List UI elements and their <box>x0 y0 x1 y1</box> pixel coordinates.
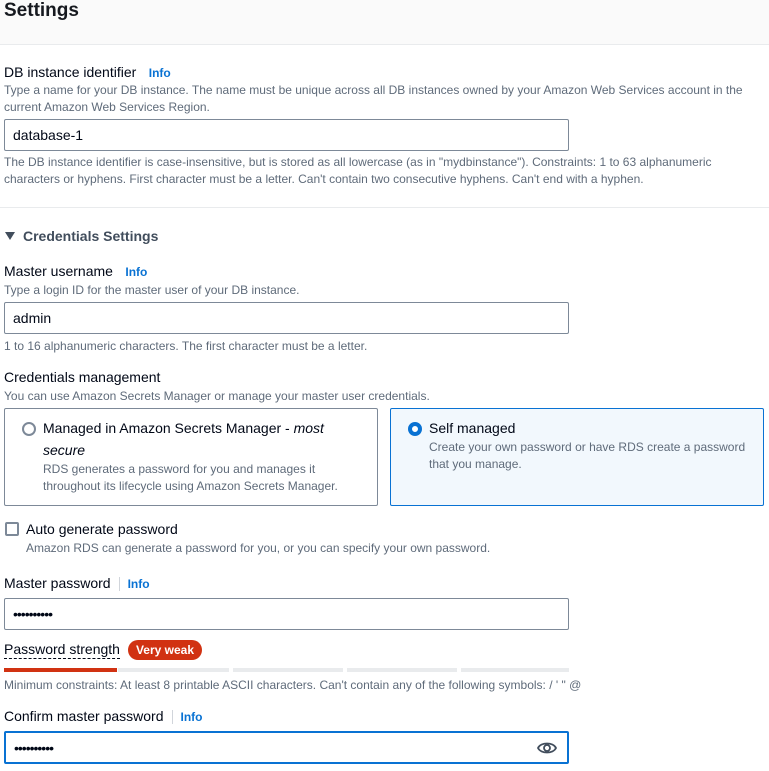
confirm-password-label: Confirm master password <box>4 708 164 724</box>
secrets-manager-title-text: Managed in Amazon Secrets Manager - <box>43 420 294 436</box>
username-label-row <box>4 263 147 281</box>
confirm-password-info-link[interactable]: Info <box>180 710 203 724</box>
password-strength-row <box>4 640 202 660</box>
label-separator <box>172 710 173 724</box>
password-info-link[interactable]: Info <box>127 577 150 591</box>
identifier-info-link[interactable]: Info <box>148 66 171 80</box>
credentials-section-toggle[interactable] <box>5 228 158 244</box>
strength-meter-segment-2 <box>118 668 229 672</box>
auto-generate-description: Amazon RDS can generate a password for you, or you can specify your own password. <box>26 541 491 555</box>
eye-icon[interactable] <box>537 739 557 760</box>
page-title: Settings <box>4 0 79 21</box>
strength-meter-segment-5 <box>461 668 569 672</box>
username-info-link[interactable]: Info <box>125 265 148 279</box>
username-label: Master username <box>4 263 113 279</box>
identifier-constraint: The DB instance identifier is case-insensitive, but is stored as all lowercase (as in "mydbinstance"). Constraints: 1 to 63 alphanumeric characters or hyphens. First character must be a letter. Can't contain two consecutive hyphens. Can't end with a hyphen. <box>4 155 712 186</box>
secrets-manager-title-emphasis: most secure <box>43 420 324 458</box>
confirm-password-label-row <box>4 708 203 726</box>
strength-meter-segment-4 <box>347 668 457 672</box>
password-constraint: Minimum constraints: At least 8 printable ASCII characters. Can't contain any of the following symbols: / ' " @ <box>4 678 582 692</box>
credentials-section-title: Credentials Settings <box>23 228 159 244</box>
self-managed-description: Create your own password or have RDS create a password that you manage. <box>429 440 746 471</box>
identifier-label: DB instance identifier <box>4 64 137 80</box>
option-self-managed[interactable] <box>390 408 764 506</box>
caret-down-icon <box>5 232 15 240</box>
auto-generate-label[interactable]: Auto generate password <box>26 521 178 537</box>
password-label-row <box>4 575 150 593</box>
identifier-input[interactable]: database-1 <box>4 119 569 151</box>
label-separator <box>119 577 120 591</box>
secrets-manager-description: RDS generates a password for you and manages it throughout its lifecycle using Amazon Secrets Manager. <box>43 462 338 493</box>
credentials-management-label: Credentials management <box>4 369 161 385</box>
eye-icon-svg <box>537 739 557 757</box>
strength-meter-fill <box>4 668 117 672</box>
username-input[interactable]: admin <box>4 302 569 334</box>
username-description: Type a login ID for the master user of your DB instance. <box>4 283 300 297</box>
password-label: Master password <box>4 575 111 591</box>
auto-generate-checkbox[interactable] <box>5 522 19 536</box>
username-constraint: 1 to 16 alphanumeric characters. The first character must be a letter. <box>4 339 368 353</box>
option-secrets-manager[interactable] <box>4 408 378 506</box>
identifier-description: Type a name for your DB instance. The name must be unique across all DB instances owned by your Amazon Web Services account in the current Amazon Web Services Region. <box>4 83 743 114</box>
credentials-management-description: You can use Amazon Secrets Manager or manage your master user credentials. <box>4 389 430 403</box>
confirm-password-input[interactable] <box>4 731 569 764</box>
settings-header <box>0 0 769 45</box>
section-divider <box>0 207 769 208</box>
password-strength-badge: Very weak <box>128 640 202 660</box>
strength-meter-segment-3 <box>233 668 343 672</box>
password-strength-label[interactable]: Password strength <box>4 641 120 657</box>
password-input[interactable]: •••••••••• <box>4 598 569 630</box>
secrets-manager-title <box>43 417 343 461</box>
confirm-password-value: •••••••••• <box>14 739 54 756</box>
self-managed-radio[interactable] <box>408 422 422 436</box>
secrets-manager-radio[interactable] <box>22 422 36 436</box>
identifier-label-row <box>4 64 171 82</box>
self-managed-title: Self managed <box>429 420 516 436</box>
